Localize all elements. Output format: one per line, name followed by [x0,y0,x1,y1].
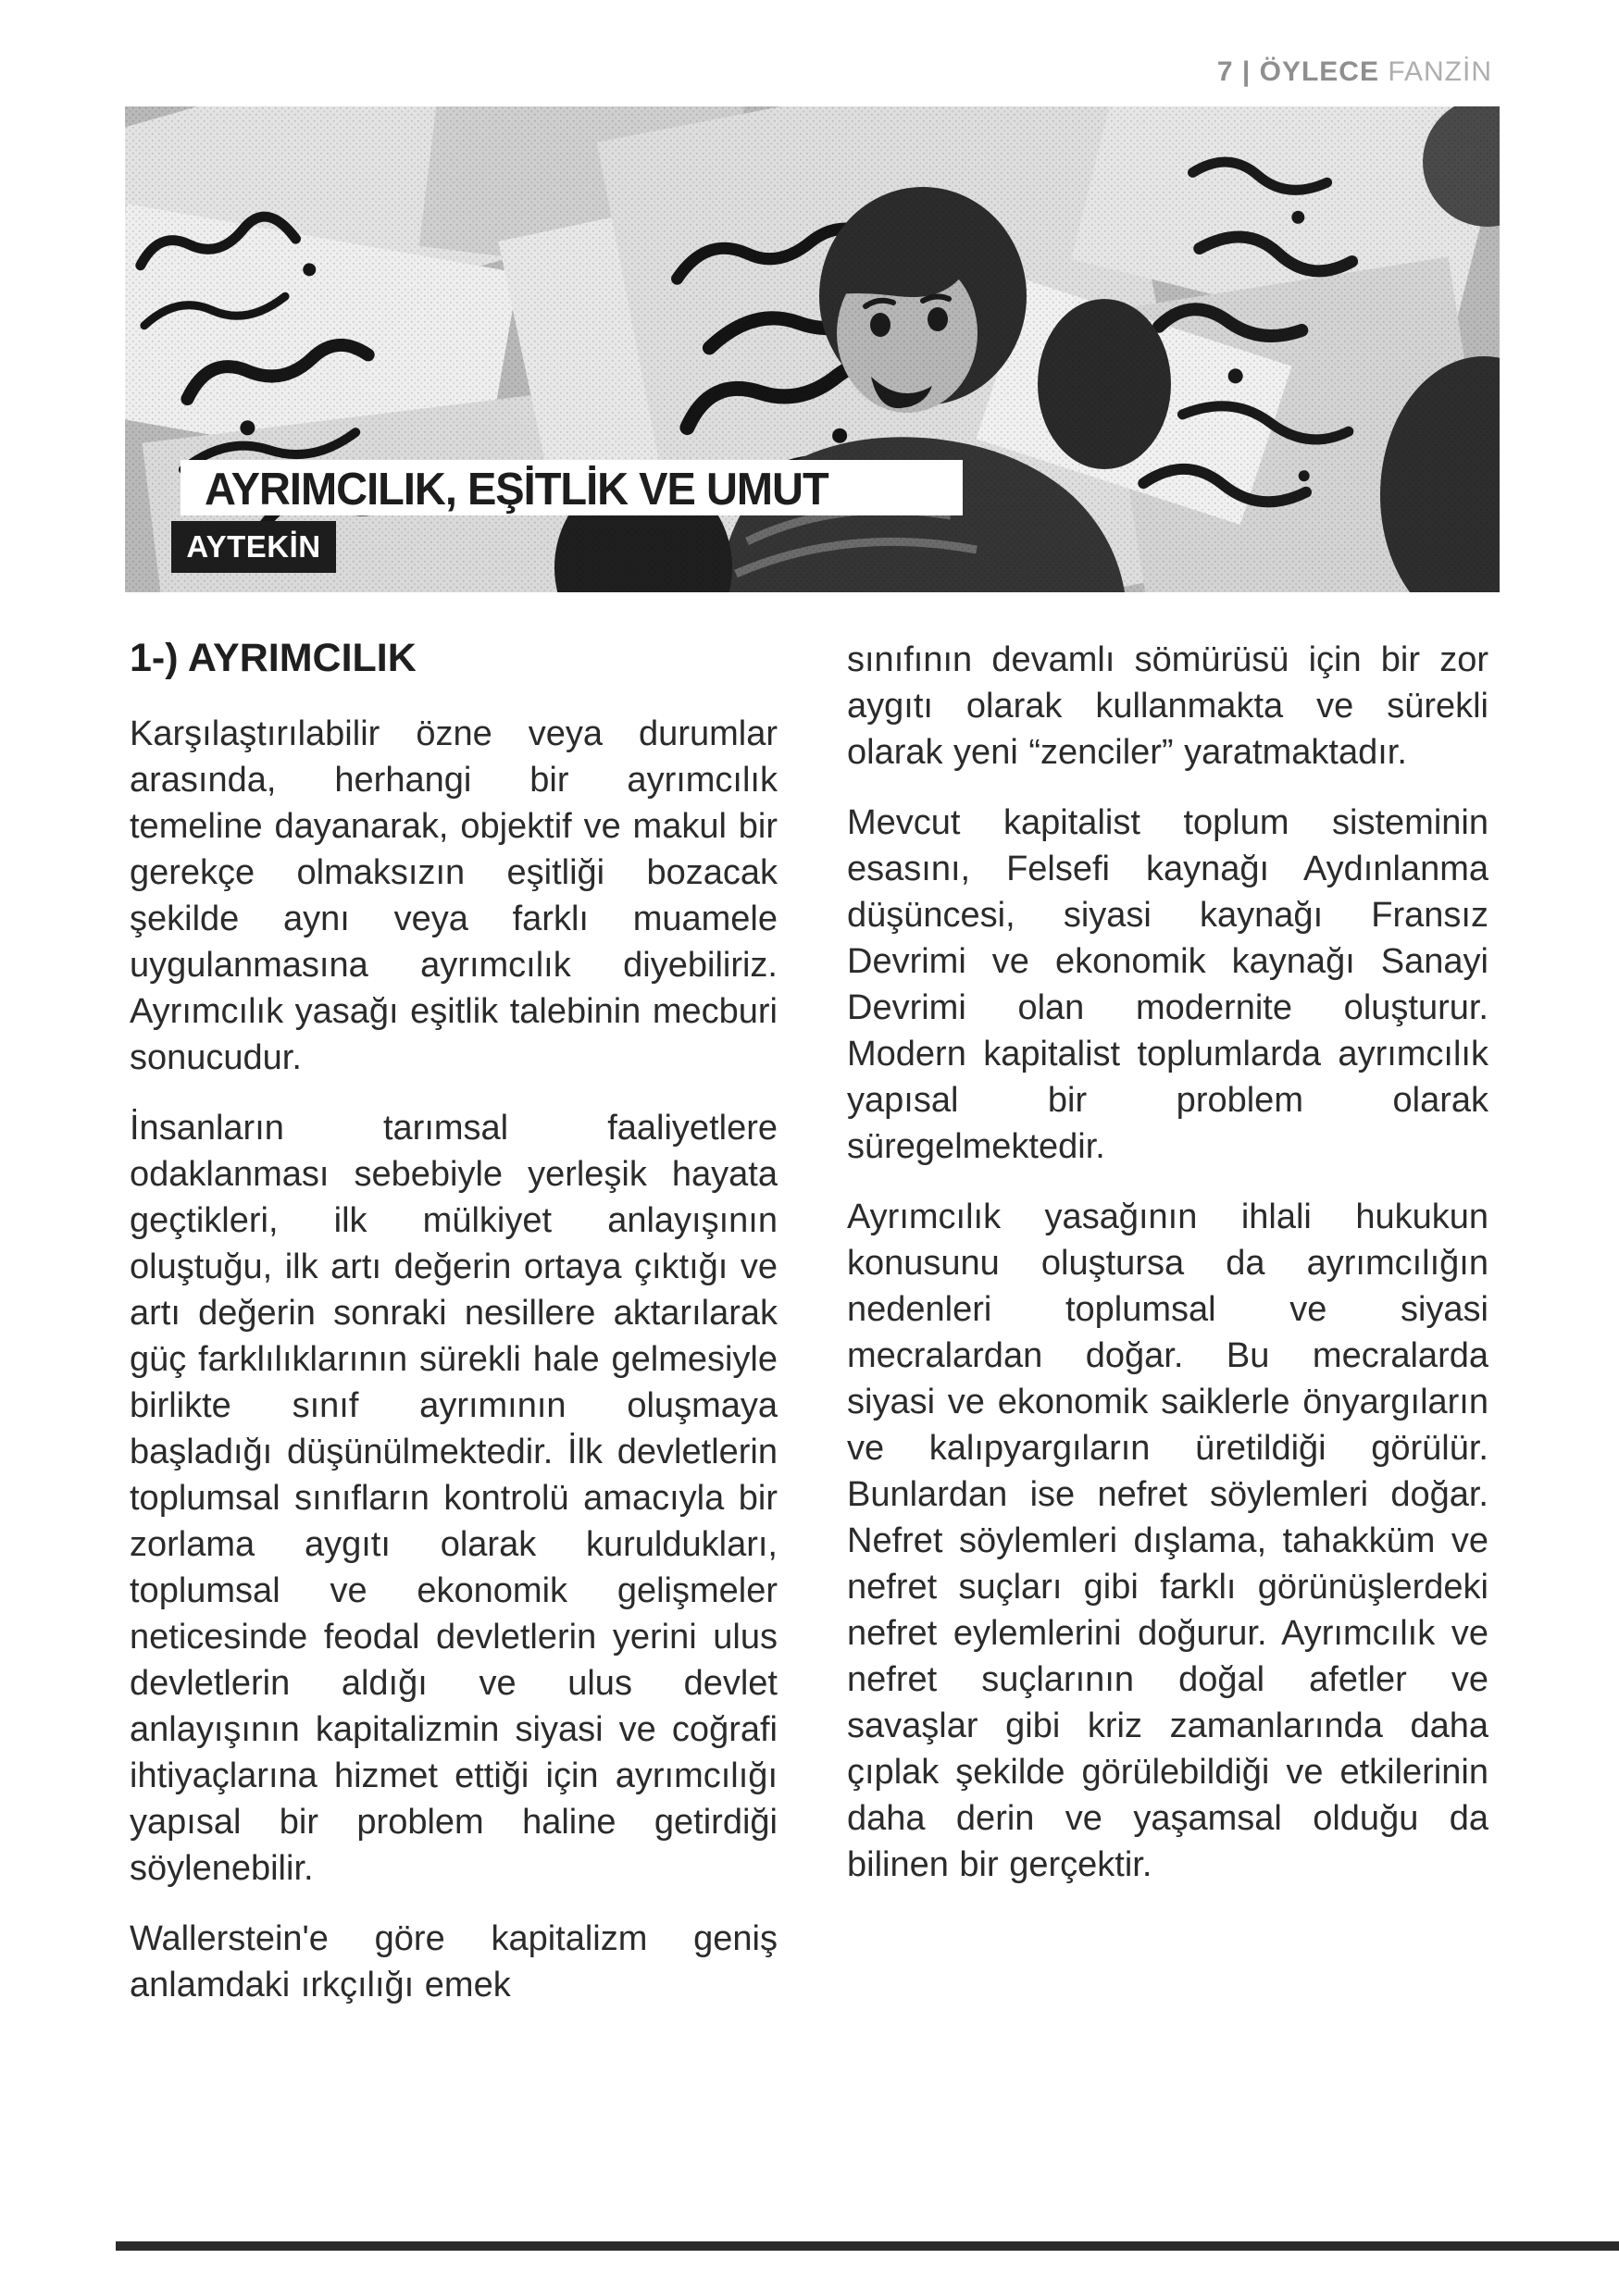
author-name: AYTEKİN [186,529,321,564]
footer-rule [116,2241,1619,2251]
paragraph: Wallerstein'e göre kapitalizm geniş anlamdaki ırkçılığı emek [130,1919,778,2004]
article-body [130,637,1488,2008]
paragraph: Karşılaştırılabilir özne veya durumlar arasında, herhangi bir ayrımcılık temeline dayanarak, objektif ve makul bir gerekçe olmaksızın eşitliği bozacak şekilde aynı veya farklı muamele uygulanmasına ayrımcılık diyebiliriz. Ayrımcılık yasağı eşitlik talebinin mecburi sonucudur. [130,714,778,1077]
article-title-band [181,460,963,515]
paragraph: İnsanların tarımsal faaliyetlere odaklanması sebebiyle yerleşik hayata geçtikleri, ilk mülkiyet anlayışının oluştuğu, ilk artı değerin ortaya çıktığı ve artı değerin sonraki nesillere aktarılarak güç farklılıklarının sürekli hale gelmesiyle birlikte sınıf ayrımının oluşmaya başladığı düşünülmektedir. İlk devletlerin toplumsal sınıfların kontrolü amacıyla bir zorlama aygıtı olarak kuruldukları, toplumsal ve ekonomik gelişmeler neticesinde feodal devletlerin yerini ulus devletlerin aldığı ve ulus devlet anlayışının kapitalizmin siyasi ve coğrafi ihtiyaçlarına hizmet ettiği için ayrımcılığı yapısal bir problem haline getirdiği söylenebilir. [130,1109,778,1888]
children-with-calligraphy-papers-illustration [125,106,1500,592]
page-number-and-zine: 7 | ÖYLECE [1216,56,1379,87]
paragraph: Mevcut kapitalist toplum sisteminin esasını, Felsefi kaynağı Aydınlanma düşüncesi, siyasi kaynağı Fransız Devrimi ve ekonomik kaynağı Sanayi Devrimi olan modernite oluşturur. Modern kapitalist toplumlarda ayrımcılık yapısal bir problem olarak süregelmektedir. [847,803,1488,1166]
page-header [1217,56,1492,89]
section-heading: 1-) AYRIMCILIK [130,636,417,680]
left-column [130,637,778,2008]
zine-suffix: FANZİN [1388,56,1492,87]
right-column [847,637,1488,2008]
paragraph: Ayrımcılık yasağının ihlali hukukun konusunu oluştursa da ayrımcılığın nedenleri toplumsal ve siyasi mecralardan doğar. Bu mecralarda siyasi ve ekonomik saiklerle önyargıların ve kalıpyargıların üretildiği görülür. Bunlardan ise nefret söylemleri doğar. Nefret söylemleri dışlama, tahakküm ve nefret suçları gibi farklı görünüşlerdeki nefret eylemlerini doğurur. Ayrımcılık ve nefret suçlarının doğal afetler ve savaşlar gibi kriz zamanlarında daha çıplak şekilde görülebildiği ve etkilerinin daha derin ve yaşamsal olduğu da bilinen bir gerçektir. [847,1198,1488,1884]
author-badge [171,521,336,573]
article-photo [125,106,1500,592]
article-title: AYRIMCILIK, EŞİTLİK VE UMUT [205,462,828,514]
paragraph: sınıfının devamlı sömürüsü için bir zor aygıtı olarak kullanmakta ve sürekli olarak yeni “zenciler” yaratmaktadır. [847,640,1488,772]
